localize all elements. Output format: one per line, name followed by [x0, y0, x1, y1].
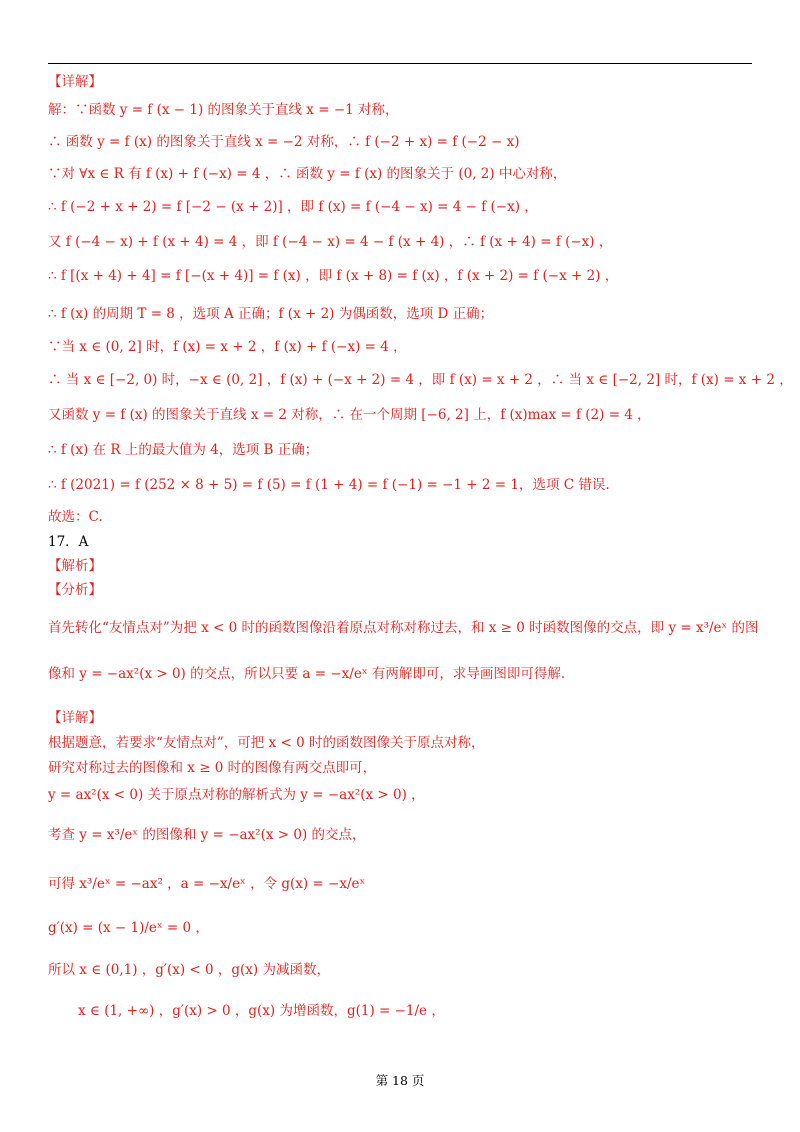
solution-line-1: 解：∵函数 y = f (x − 1) 的图象关于直线 x = −1 对称，: [48, 102, 399, 118]
section-heading-detail-2: 【详解】: [48, 710, 102, 726]
solution-line-11: ∴ f (x) 在 R 上的最大值为 4，选项 B 正确；: [48, 442, 319, 458]
solution-line-12: ∴ f (2021) = f (252 × 8 + 5) = f (5) = f (1 + 4) = f (−1) = −1 + 2 = 1，选项 C 错误.: [48, 477, 610, 493]
section-heading-detail: 【详解】: [48, 74, 102, 90]
solution-line-8: ∵当 x ∈ (0, 2] 时，f (x) = x + 2 ，f (x) + f (−x) = 4 ，: [48, 339, 407, 355]
detail-line-4: 考查 y = x³/eˣ 的图像和 y = −ax²(x > 0) 的交点，: [48, 827, 366, 843]
solution-line-6: ∴ f [(x + 4) + 4] = f [−(x + 4)] = f (x) ，即 f (x + 8) = f (x) ，f (x + 2) = f (−x + 2) ，: [48, 268, 619, 284]
solution-line-9: ∴ 当 x ∈ [−2, 0) 时，−x ∈ (0, 2] ，f (x) + (−x + 2) = 4 ，即 f (x) = x + 2 ，∴ 当 x ∈ [−2, 2] 时，f (x) = x + 2 ，: [48, 372, 793, 388]
detail-line-7: 所以 x ∈ (0,1) ，g′(x) < 0 ，g(x) 为减函数，: [48, 962, 330, 978]
detail-line-1: 根据题意，若要求“友情点对”，可把 x < 0 时的函数图像关于原点对称，: [48, 735, 485, 751]
detail-line-8: x ∈ (1, +∞) ，g′(x) > 0 ，g(x) 为增函数，g(1) = −1/e ，: [78, 1003, 445, 1019]
detail-line-3: y = ax²(x < 0) 关于原点对称的解析式为 y = −ax²(x > 0) ，: [48, 787, 425, 803]
analysis-line-1: 首先转化“友情点对”为把 x < 0 时的函数图像沿着原点对称对称过去，和 x ≥ 0 时函数图像的交点，即 y = x³/eˣ 的图: [48, 620, 759, 636]
page-footer: 第 18 页: [375, 1073, 425, 1088]
solution-line-3: ∵对 ∀x ∈ R 有 f (x) + f (−x) = 4 ，∴ 函数 y = f (x) 的图象关于 (0, 2) 中心对称，: [48, 166, 567, 182]
section-heading-jiexi: 【解析】: [48, 558, 102, 574]
solution-line-4: ∴ f (−2 + x + 2) = f [−2 − (x + 2)] ，即 f (x) = f (−4 − x) = 4 − f (−x) ，: [48, 199, 538, 215]
detail-line-6: g′(x) = (x − 1)/eˣ = 0 ，: [48, 920, 209, 936]
header-rule: [48, 63, 752, 64]
choice-answer-16: 故选：C.: [48, 509, 103, 525]
solution-line-7: ∴ f (x) 的周期 T = 8 ，选项 A 正确；f (x + 2) 为偶函数，选项 D 正确；: [48, 306, 494, 322]
solution-line-2: ∴ 函数 y = f (x) 的图象关于直线 x = −2 对称，∴ f (−2 + x) = f (−2 − x): [48, 134, 520, 150]
solution-line-5: 又 f (−4 − x) + f (x + 4) = 4 ，即 f (−4 − x) = 4 − f (x + 4) ，∴ f (x + 4) = f (−x) ，: [48, 234, 613, 250]
solution-line-10: 又函数 y = f (x) 的图象关于直线 x = 2 对称，∴ 在一个周期 [−6, 2] 上，f (x)max = f (2) = 4 ，: [48, 407, 651, 423]
analysis-line-2: 像和 y = −ax²(x > 0) 的交点，所以只要 a = −x/eˣ 有两解即可，求导画图即可得解.: [48, 666, 566, 682]
section-heading-fenxi: 【分析】: [48, 582, 102, 598]
detail-line-2: 研究对称过去的图像和 x ≥ 0 时的图像有两交点即可，: [48, 760, 377, 776]
question-17-answer: 17．A: [48, 534, 89, 550]
detail-line-5: 可得 x³/eˣ = −ax² ，a = −x/eˣ ，令 g(x) = −x/eˣ: [48, 876, 366, 892]
